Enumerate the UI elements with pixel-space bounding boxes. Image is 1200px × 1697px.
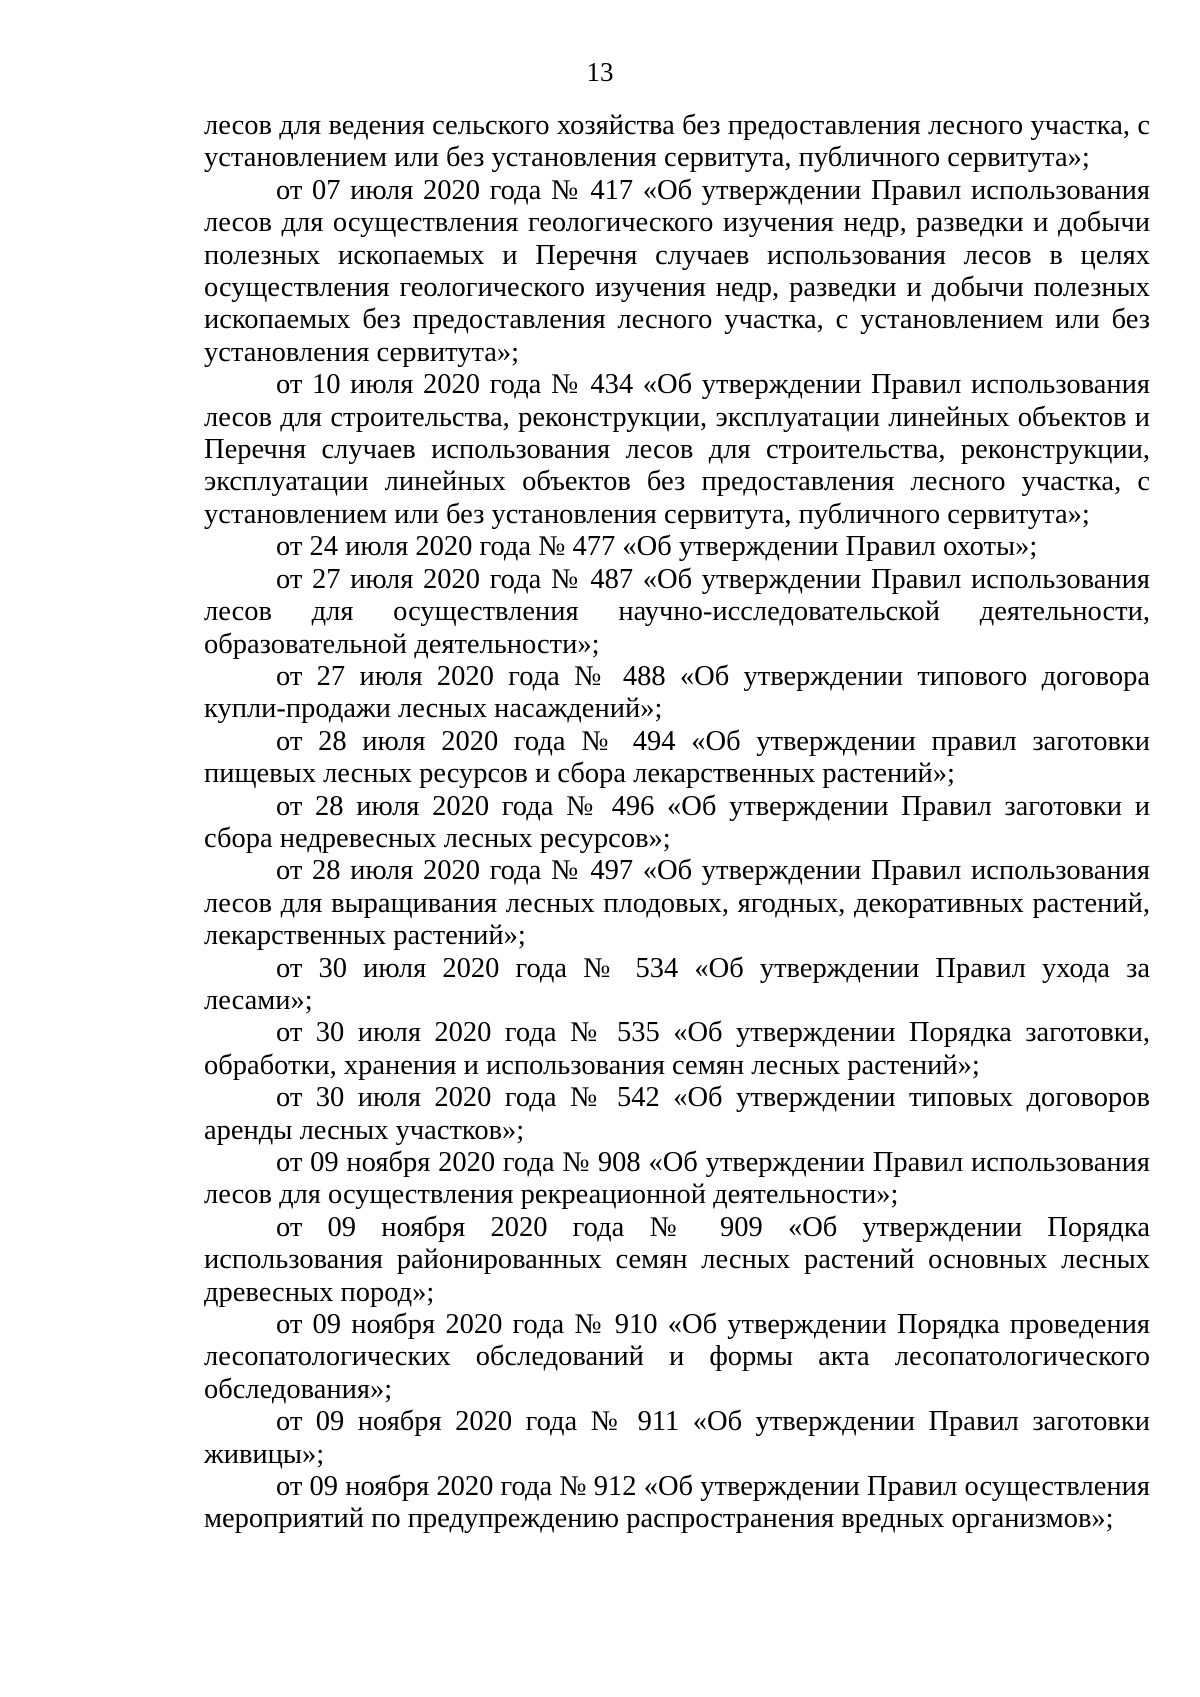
paragraph-decree-497: от 28 июля 2020 года № 497 «Об утверждении Правил использования лесов для выращивания лесных плодовых, ягодных, декоративных растений, лекарственных растений»; (204, 855, 1150, 952)
page-number: 13 (586, 57, 614, 87)
paragraph-decree-535: от 30 июля 2020 года № 535 «Об утверждении Порядка заготовки, обработки, хранения и использования семян лесных растений»; (204, 1017, 1150, 1081)
paragraph-decree-910: от 09 ноября 2020 года № 910 «Об утверждении Порядка проведения лесопатологических обследований и формы акта лесопатологического обследования»; (204, 1309, 1150, 1405)
paragraph-decree-909: от 09 ноября 2020 года № 909 «Об утверждении Порядка использования районированных семян лесных растений основных лесных древесных пород»; (204, 1211, 1150, 1308)
paragraph-decree-912: от 09 ноября 2020 года № 912 «Об утверждении Правил осуществления мероприятий по предупреждению распространения вредных организмов»; (204, 1471, 1150, 1535)
document-body (204, 110, 1150, 1536)
paragraph-decree-496: от 28 июля 2020 года № 496 «Об утверждении Правил заготовки и сбора недревесных лесных ресурсов»; (204, 790, 1150, 854)
paragraph-decree-487: от 27 июля 2020 года № 487 «Об утверждении Правил использования лесов для осуществления научно-исследовательской деятельности, образовательной деятельности»; (204, 563, 1150, 660)
paragraph-decree-534: от 30 июля 2020 года № 534 «Об утверждении Правил ухода за лесами»; (204, 952, 1150, 1016)
paragraph-decree-488: от 27 июля 2020 года № 488 «Об утверждении типового договора купли-продажи лесных насаждений»; (204, 660, 1150, 725)
paragraph-decree-434: от 10 июля 2020 года № 434 «Об утверждении Правил использования лесов для строительства, реконструкции, эксплуатации линейных объектов и Перечня случаев использования лесов для строительства, реконструкции, эксплуатации линейных объектов без предоставления лесного участка, с установлением или без установления сервитута, публичного сервитута»; (204, 369, 1150, 530)
paragraph-decree-542: от 30 июля 2020 года № 542 «Об утверждении типовых договоров аренды лесных участков»; (204, 1082, 1150, 1146)
paragraph-decree-908: от 09 ноября 2020 года № 908 «Об утверждении Правил использования лесов для осуществления рекреационной деятельности»; (204, 1147, 1150, 1211)
paragraph-continuation: лесов для ведения сельского хозяйства без предоставления лесного участка, с установлением или без установления сервитута, публичного сервитута»; (204, 110, 1150, 174)
paragraph-decree-417: от 07 июля 2020 года № 417 «Об утверждении Правил использования лесов для осуществления геологического изучения недр, разведки и добычи полезных ископаемых и Перечня случаев использования лесов в целях осуществления геологического изучения недр, разведки и добычи полезных ископаемых без предоставления лесного участка, с установлением или без установления сервитута»; (204, 174, 1150, 368)
paragraph-decree-477: от 24 июля 2020 года № 477 «Об утверждении Правил охоты»; (276, 531, 1038, 563)
paragraph-decree-911: от 09 ноября 2020 года № 911 «Об утверждении Правил заготовки живицы»; (204, 1406, 1150, 1470)
paragraph-decree-494: от 28 июля 2020 года № 494 «Об утверждении правил заготовки пищевых лесных ресурсов и сбора лекарственных растений»; (204, 725, 1150, 790)
